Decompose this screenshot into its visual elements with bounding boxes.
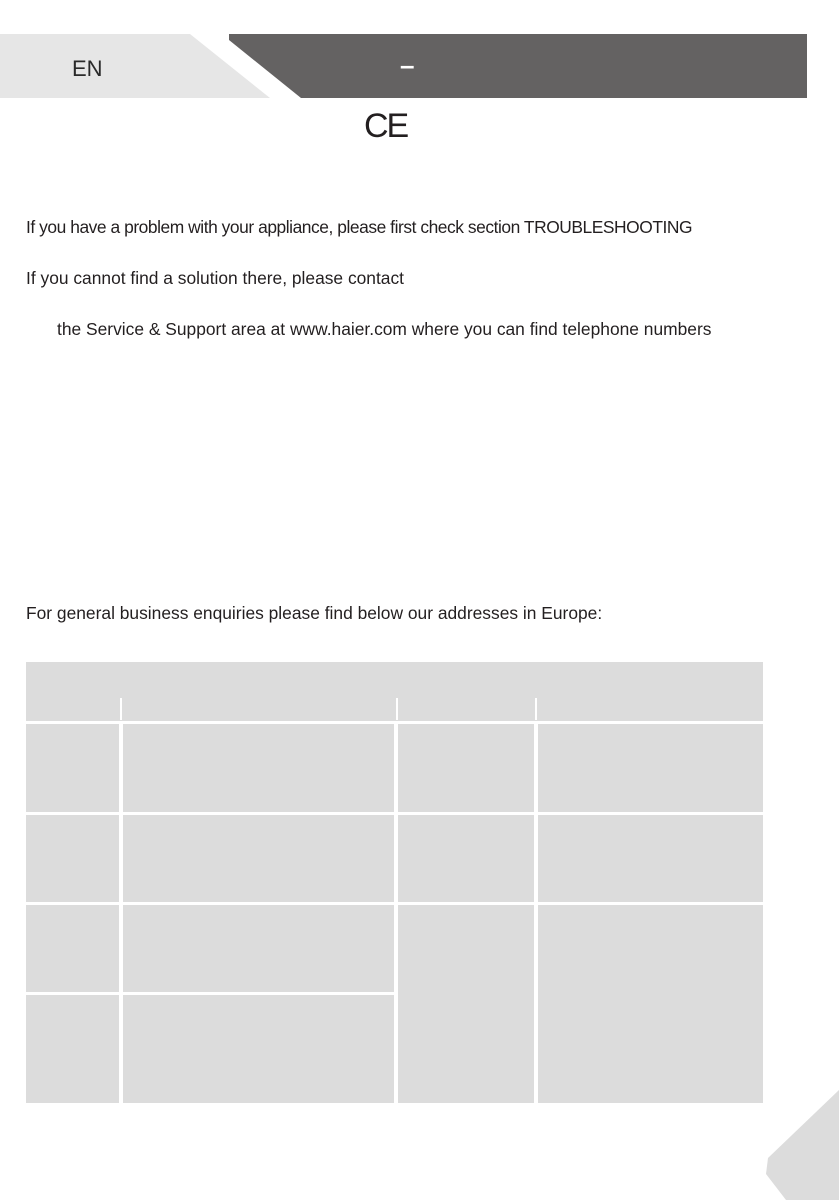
page-title: –: [400, 50, 415, 80]
table-row: [26, 905, 119, 992]
column-divider: [119, 724, 123, 1103]
troubleshooting-paragraph: If you have a problem with your appliance, please first check section TROUBLESHOOTING: [26, 217, 693, 237]
header-divider: [396, 698, 398, 720]
table-row: [26, 724, 119, 812]
addresses-table: [26, 662, 763, 1103]
contact-paragraph: If you cannot find a solution there, please contact: [26, 268, 405, 288]
language-label: EN: [72, 56, 103, 81]
title-bar: [229, 34, 807, 98]
page-corner-decoration: [766, 1090, 839, 1200]
table-row: [26, 815, 119, 902]
table-row: [26, 995, 119, 1103]
row-divider: [26, 902, 763, 905]
header-divider: [120, 698, 122, 720]
table-header: [26, 662, 763, 723]
service-support-paragraph: the Service & Support area at www.haier.com where you can find telephone numbers: [57, 319, 712, 339]
business-enquiries-paragraph: For general business enquiries please find below our addresses in Europe:: [26, 603, 603, 623]
column-divider: [534, 724, 538, 1103]
ce-mark-icon: CE: [364, 107, 408, 145]
column-divider: [394, 724, 398, 1103]
language-tab: [0, 34, 270, 98]
header-divider: [535, 698, 537, 720]
row-divider: [26, 812, 763, 815]
